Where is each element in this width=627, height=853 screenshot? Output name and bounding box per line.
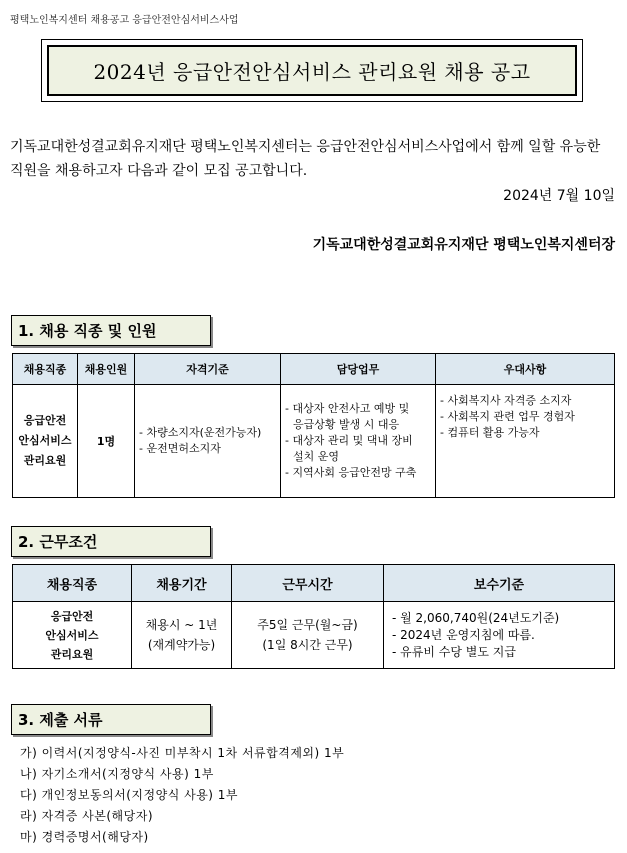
list-item: 가) 이력서(지정양식-사진 미부착시 1차 서류합격제외) 1부 <box>20 746 345 760</box>
table-row <box>13 602 615 669</box>
count-cell: 1명 <box>78 385 135 498</box>
job-cell: 응급안전 안심서비스 관리요원 <box>13 385 78 498</box>
pay-cell: - 월 2,060,740원(24년도기준) - 2024년 운영지침에 따름. - 유류비 수당 별도 지급 <box>384 602 615 669</box>
period-cell: 채용시 ~ 1년 (재계약가능) <box>132 602 232 669</box>
section-3-title: 3. 제출 서류 <box>11 704 211 735</box>
title-box <box>41 39 583 102</box>
documents-list <box>20 743 344 848</box>
recruitment-table <box>12 353 615 498</box>
section-1-title: 1. 채용 직종 및 인원 <box>11 315 211 346</box>
header-breadcrumb: 평택노인복지센터 채용공고 응급안전안심서비스사업 <box>10 15 239 26</box>
preference-cell: - 사회복지사 자격증 소지자 - 사회복지 관련 업무 경험자 - 컴퓨터 활용 가능자 <box>436 385 615 498</box>
list-item: 다) 개인정보동의서(지정양식 사용) 1부 <box>20 788 239 802</box>
work-conditions-table <box>12 564 615 669</box>
list-item: 나) 자기소개서(지정양식 사용) 1부 <box>20 767 214 781</box>
header-job: 채용직종 <box>13 354 78 385</box>
section-2-title: 2. 근무조건 <box>11 526 211 557</box>
header-pay: 보수기준 <box>384 565 615 602</box>
header-job: 채용직종 <box>13 565 132 602</box>
header-period: 채용기간 <box>132 565 232 602</box>
table-row <box>13 385 615 498</box>
header-preference: 우대사항 <box>436 354 615 385</box>
header-duties: 담당업무 <box>281 354 436 385</box>
header-qualification: 자격기준 <box>135 354 281 385</box>
announcement-date: 2024년 7월 10일 <box>503 188 615 204</box>
organization-name: 기독교대한성결교회유지재단 평택노인복지센터장 <box>312 237 615 253</box>
header-count: 채용인원 <box>78 354 135 385</box>
table-header-row <box>13 565 615 602</box>
page-title: 2024년 응급안전안심서비스 관리요원 채용 공고 <box>47 45 577 96</box>
duties-cell: - 대상자 안전사고 예방 및 응급상황 발생 시 대응 - 대상자 관리 및 댁내 장비 설치 운영 - 지역사회 응급안전망 구축 <box>281 385 436 498</box>
list-item: 마) 경력증명서(해당자) <box>20 830 149 844</box>
intro-paragraph: 기독교대한성결교회유지재단 평택노인복지센터는 응급안전안심서비스사업에서 함께 일할 유능한 직원을 채용하고자 다음과 같이 모집 공고합니다. <box>10 139 601 179</box>
qualification-cell: - 차량소지자(운전가능자) - 운전면허소지자 <box>135 385 281 498</box>
table-header-row <box>13 354 615 385</box>
list-item: 라) 자격증 사본(해당자) <box>20 809 154 823</box>
hours-cell: 주5일 근무(월~금) (1일 8시간 근무) <box>232 602 384 669</box>
job-cell: 응급안전 안심서비스 관리요원 <box>13 602 132 669</box>
header-hours: 근무시간 <box>232 565 384 602</box>
